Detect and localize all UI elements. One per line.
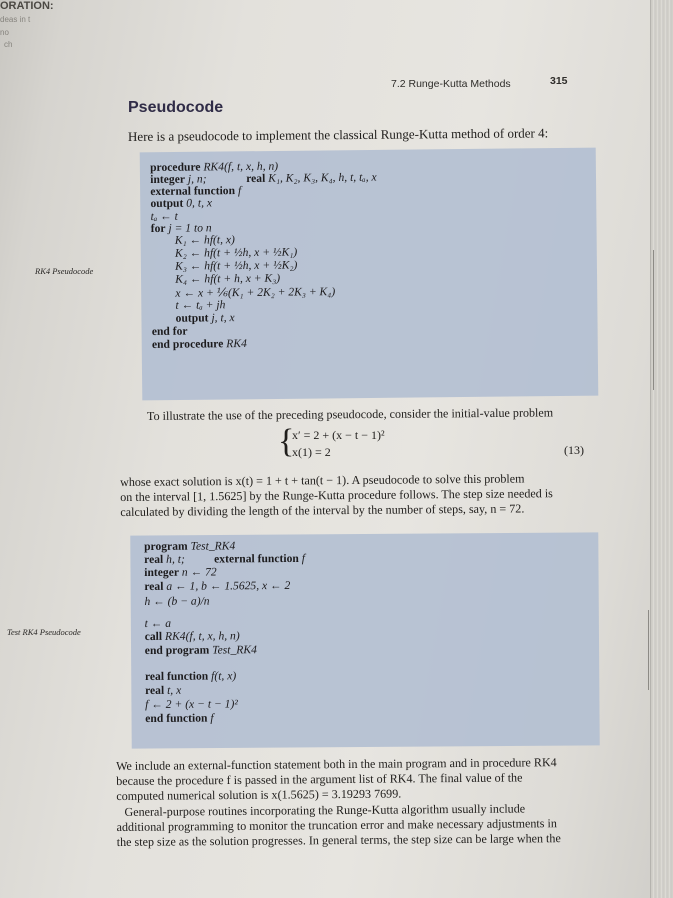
section-title: 7.2 Runge-Kutta Methods — [391, 78, 511, 90]
code-text: Test_RK4 — [212, 643, 257, 657]
code-text: 0, t, x — [186, 196, 213, 210]
text-line: We include an external-function statement both in the main program and in procedure RK4 — [116, 755, 557, 773]
code-text: K₄ ← hf(t + h, x + K₃) — [175, 271, 281, 286]
keyword: output — [150, 196, 184, 210]
keyword: output — [175, 311, 209, 325]
code-text: j, t, x — [211, 311, 235, 325]
code-text: K₃ ← hf(t + ½h, x + ½K₂) — [175, 258, 298, 273]
code-text: t ← a — [144, 616, 172, 630]
code-line — [145, 643, 257, 657]
text-line: whose exact solution is x(t) = 1 + t + tan(t − 1). A pseudocode to solve this problem — [120, 471, 525, 489]
code-line — [145, 684, 181, 697]
code-text: j, n; — [187, 172, 207, 186]
equation-number: (13) — [564, 443, 584, 457]
code-line — [144, 579, 290, 593]
code-text: t ← tₐ + jh — [175, 298, 226, 312]
keyword: external function — [150, 184, 236, 198]
code-text: f(t, x) — [211, 669, 237, 683]
code-line — [175, 284, 335, 300]
code-line — [246, 171, 377, 185]
code-text: RK4(f, t, x, h, n) — [203, 159, 279, 174]
code-line — [175, 258, 297, 272]
keyword: integer — [144, 565, 180, 579]
code-line — [144, 539, 235, 553]
keyword: program — [144, 539, 188, 553]
code-line — [175, 233, 235, 247]
code-line — [175, 245, 297, 259]
keyword: real function — [144, 669, 209, 683]
code-text: t, x — [167, 683, 182, 697]
code-line — [144, 565, 217, 579]
code-line — [144, 595, 209, 608]
text-line: calculated by dividing the length of the interval by the number of steps, say, n = 72. — [120, 501, 525, 519]
page-divider — [653, 250, 654, 390]
text-line: computed numerical solution is x(1.5625) = 3.19293 7699. — [116, 786, 402, 803]
illustration-text: To illustrate the use of the preceding pseudocode, consider the initial-value problem — [146, 405, 554, 423]
code-line — [152, 325, 188, 338]
keyword: integer — [150, 172, 186, 186]
running-header — [391, 75, 568, 90]
code-text: h ← (b − a)/n — [144, 594, 210, 608]
keyword: end function — [145, 711, 208, 725]
keyword: end program — [144, 643, 210, 657]
page-stack-edge — [650, 0, 673, 898]
margin-label: Test RK4 Pseudocode — [7, 627, 81, 637]
code-text: f ← 2 + (x − t − 1)² — [145, 697, 238, 711]
code-line — [175, 298, 225, 312]
code-text: K₁ ← hf(t, x) — [174, 233, 235, 247]
code-line — [214, 552, 305, 566]
code-line — [145, 629, 240, 643]
equation-line: x′ = 2 + (x − t − 1)² — [292, 428, 385, 442]
code-line — [145, 712, 213, 725]
bleed-line: no — [0, 28, 9, 37]
code-text: n ← 72 — [181, 565, 217, 579]
code-text: f — [301, 551, 306, 565]
keyword: end procedure — [151, 337, 224, 351]
code-line — [152, 337, 247, 351]
keyword: real — [144, 552, 164, 566]
code-line — [175, 272, 280, 286]
keyword: for — [150, 221, 166, 235]
section-heading: Pseudocode — [128, 99, 224, 116]
keyword: end for — [151, 324, 188, 338]
code-text: j = 1 to n — [168, 221, 212, 235]
code-text: x ← x + ⅙(K₁ + 2K₂ + 2K₃ + K₄) — [175, 285, 336, 300]
code-text: Test_RK4 — [190, 539, 236, 553]
code-text: K₁, K₂, K₃, K₄, h, t, tₐ, x — [268, 170, 377, 185]
page-divider — [648, 610, 649, 690]
code-text: RK4(f, t, x, h, n) — [164, 629, 240, 643]
equation-line: x(1) = 2 — [292, 445, 331, 459]
code-text: h, t; — [166, 552, 185, 566]
text-line: additional programming to monitor the truncation error and make necessary adjustments in — [116, 816, 557, 834]
keyword: external function — [214, 551, 299, 566]
keyword: real — [145, 683, 165, 697]
keyword: real — [246, 171, 266, 185]
bleed-line: ch — [4, 40, 13, 49]
keyword: procedure — [150, 160, 201, 174]
code-line — [145, 697, 238, 711]
keyword: real — [144, 579, 164, 593]
code-text: a ← 1, b ← 1.5625, x ← 2 — [166, 578, 291, 593]
code-text: tₐ ← t — [150, 209, 178, 223]
text-line: the step size as the solution progresses. In general terms, the step size can be large when the — [116, 831, 561, 849]
brace: { — [278, 423, 295, 460]
keyword: call — [144, 629, 163, 643]
code-text: RK4 — [226, 336, 247, 351]
code-text: f — [210, 711, 214, 725]
text-line: General-purpose routines incorporating the Runge-Kutta algorithm usually include — [124, 801, 526, 819]
code-line — [145, 617, 172, 630]
code-line — [144, 553, 185, 566]
code-line — [145, 669, 236, 683]
text-line: because the procedure f is passed in the argument list of RK4. The final value of the — [116, 770, 523, 788]
code-line — [150, 196, 212, 210]
text-line: on the interval [1, 1.5625] by the Runge-Kutta procedure follows. The step size needed is — [120, 486, 553, 504]
code-text: f — [237, 184, 242, 198]
bleed-heading: ORATION: — [0, 0, 54, 12]
margin-label: RK4 Pseudocode — [35, 266, 94, 276]
bleed-line: deas in t — [0, 15, 31, 24]
code-line — [176, 311, 235, 325]
intro-text: Here is a pseudocode to implement the classical Runge-Kutta method of order 4: — [127, 125, 549, 144]
page-number: 315 — [550, 75, 568, 87]
code-text: K₂ ← hf(t + ½h, x + ½K₁) — [174, 245, 298, 260]
